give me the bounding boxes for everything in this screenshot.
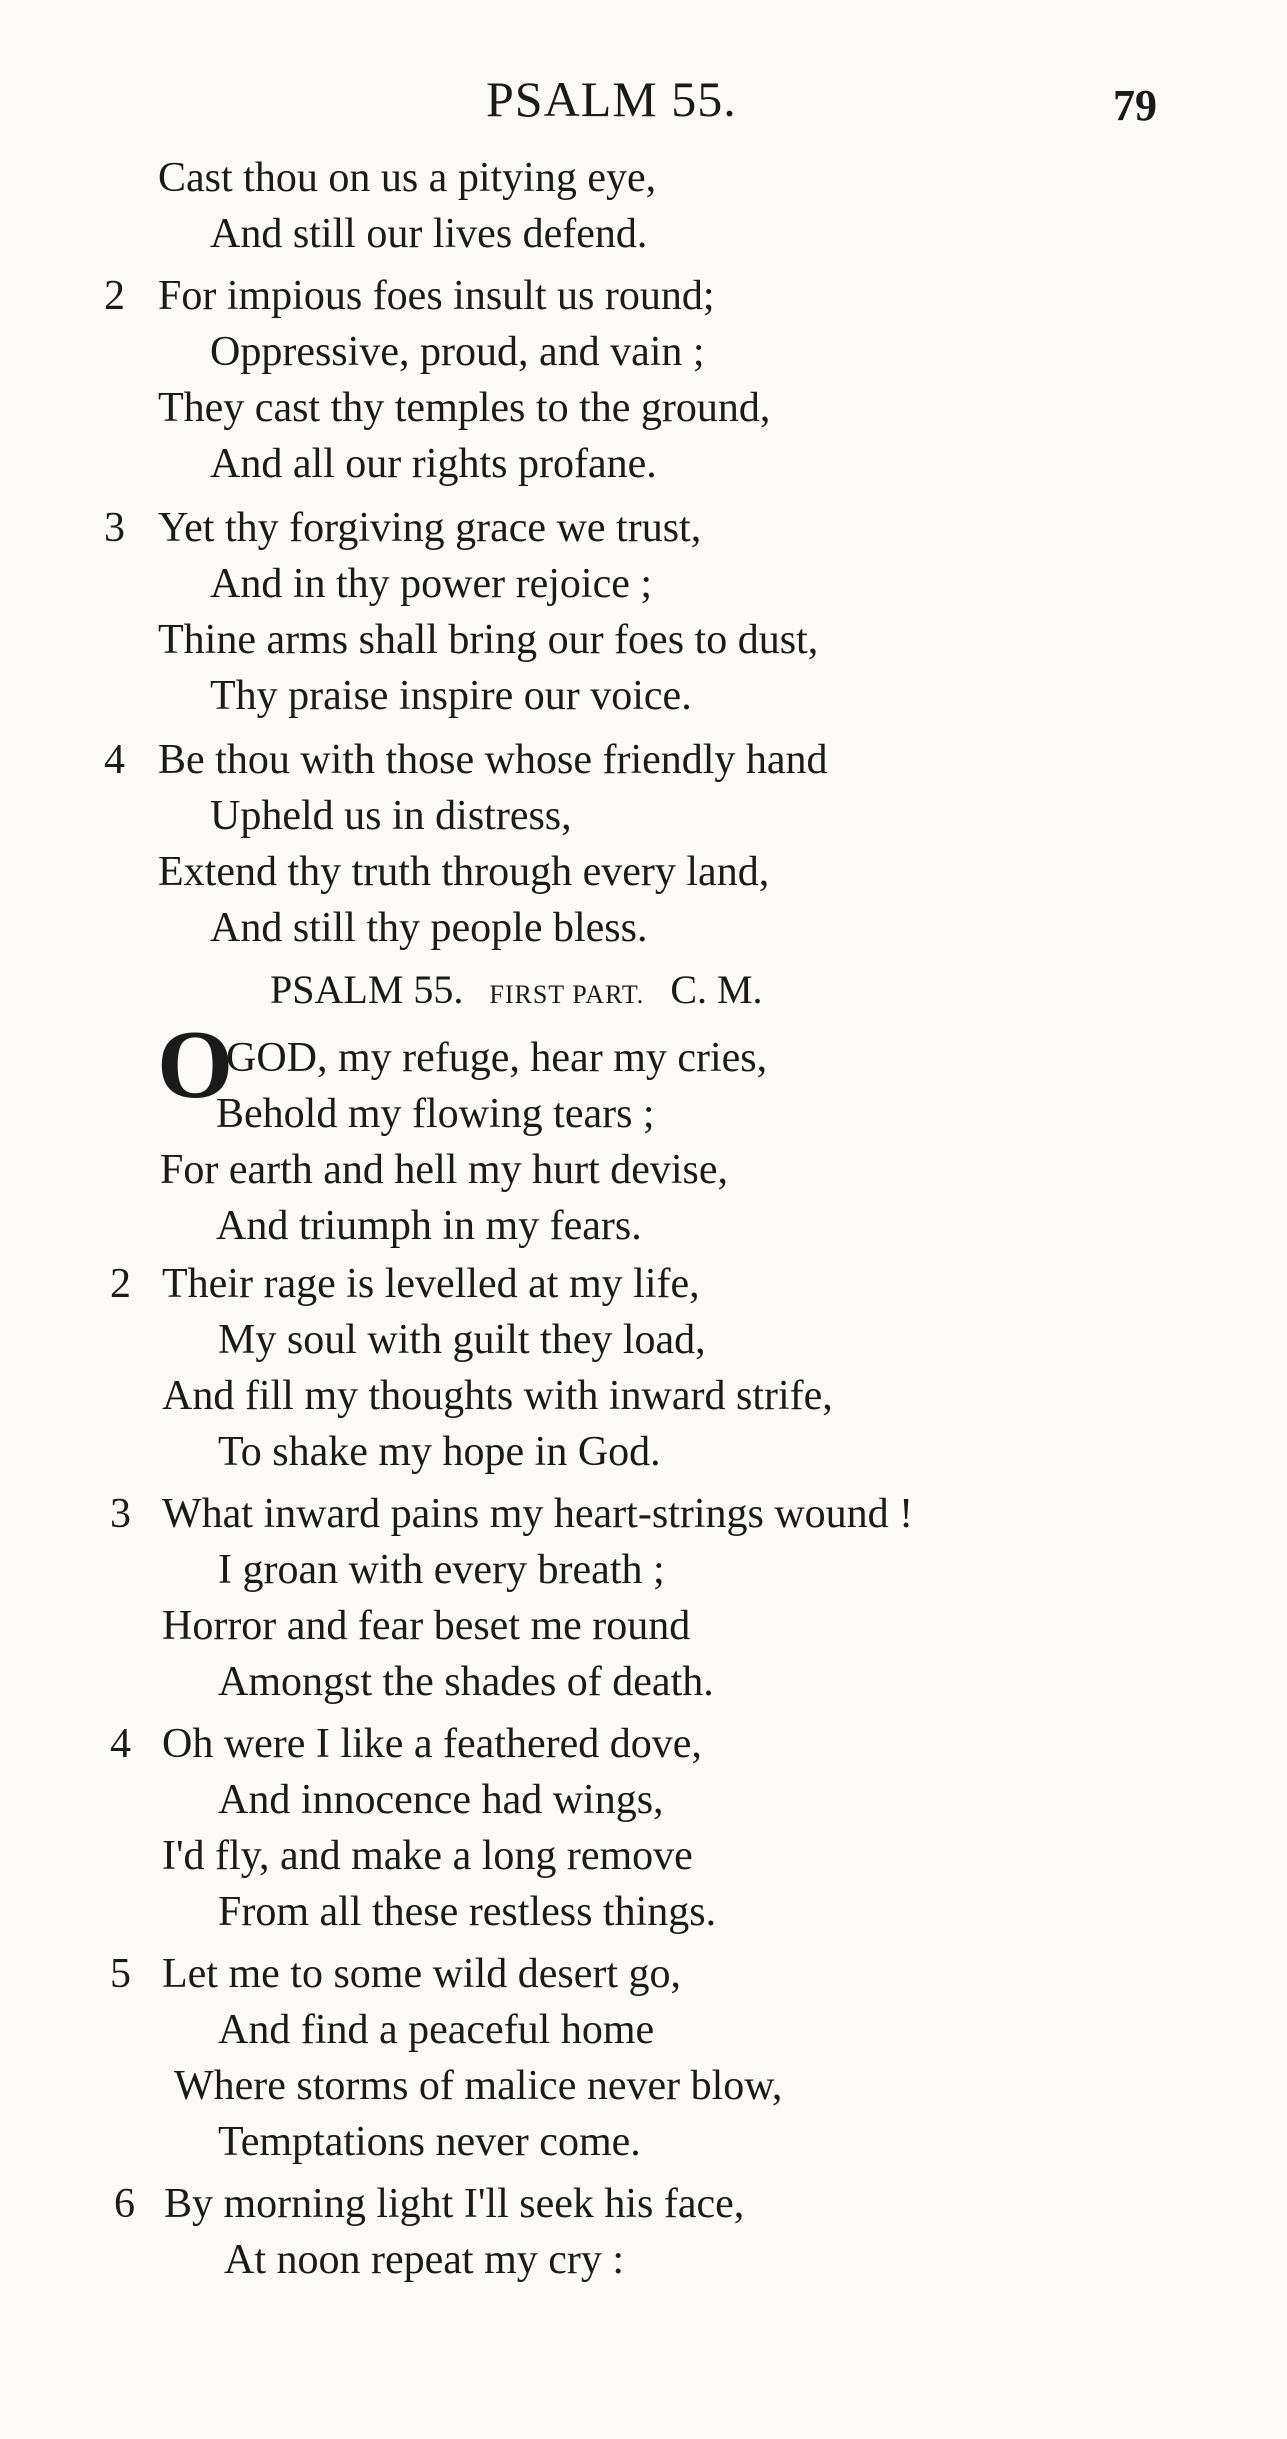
hymn-line: Yet thy forgiving grace we trust, <box>158 505 702 551</box>
hymn-line: From all these restless things. <box>218 1889 717 1935</box>
stanza-number: 2 <box>110 1261 131 1307</box>
running-title: PSALM 55. <box>486 71 737 127</box>
hymn-line: Oppressive, proud, and vain ; <box>210 329 705 375</box>
drop-cap: O <box>157 1011 234 1119</box>
hymn-line: Behold my flowing tears ; <box>216 1091 655 1137</box>
hymn-line: And all our rights profane. <box>210 441 657 487</box>
hymn-line: And in thy power rejoice ; <box>210 561 653 607</box>
hymn-line: For impious foes insult us round; <box>158 273 715 319</box>
hymn-line: At noon repeat my cry : <box>224 2237 625 2283</box>
stanza-number: 3 <box>104 505 125 551</box>
hymn-line: And still our lives defend. <box>210 211 648 257</box>
hymn-line: GOD, my refuge, hear my cries, <box>226 1035 768 1081</box>
hymn-line: Let me to some wild desert go, <box>162 1951 682 1997</box>
stanza-number: 3 <box>110 1491 131 1537</box>
hymn-line: Cast thou on us a pitying eye, <box>158 155 657 201</box>
hymn-line: By morning light I'll seek his face, <box>164 2181 745 2227</box>
hymn-line: They cast thy temples to the ground, <box>158 385 771 431</box>
stanza-number: 5 <box>110 1951 131 1997</box>
hymn-line: And still thy people bless. <box>210 905 648 951</box>
hymn-line: To shake my hope in God. <box>218 1429 661 1475</box>
stanza-number: 4 <box>110 1721 131 1767</box>
hymn-line: Oh were I like a feathered dove, <box>162 1721 702 1767</box>
hymn-line: And find a peaceful home <box>218 2007 655 2053</box>
hymn-line: I groan with every breath ; <box>218 1547 665 1593</box>
page-number: 79 <box>1113 81 1157 130</box>
stanza-number: 6 <box>114 2181 135 2227</box>
heading-psalm: PSALM 55. <box>270 967 464 1012</box>
hymn-line: For earth and hell my hurt devise, <box>160 1147 729 1193</box>
hymn-line: I'd fly, and make a long remove <box>162 1833 693 1879</box>
hymn-line: And innocence had wings, <box>218 1777 664 1823</box>
hymn-line: Thy praise inspire our voice. <box>210 673 692 719</box>
hymn-line: Be thou with those whose friendly hand <box>158 737 828 783</box>
stanza-number: 4 <box>104 737 125 783</box>
heading-meter: C. M. <box>670 967 763 1012</box>
hymn-line: What inward pains my heart-strings wound ! <box>162 1491 914 1537</box>
heading-part: FIRST PART. <box>489 980 645 1009</box>
hymn-line: Amongst the shades of death. <box>218 1659 714 1705</box>
hymn-line: And triumph in my fears. <box>216 1203 642 1249</box>
hymn-line: My soul with guilt they load, <box>218 1317 706 1363</box>
hymn-line: And fill my thoughts with inward strife, <box>162 1373 833 1419</box>
hymn-line: Thine arms shall bring our foes to dust, <box>158 617 819 663</box>
hymn-line: Their rage is levelled at my life, <box>162 1261 700 1307</box>
hymn-line: Horror and fear beset me round <box>162 1603 691 1649</box>
hymn-line: Extend thy truth through every land, <box>158 849 770 895</box>
hymn-line: Upheld us in distress, <box>210 793 572 839</box>
page-header <box>0 70 1287 140</box>
hymn-line: Where storms of malice never blow, <box>174 2063 783 2109</box>
section-heading <box>270 962 763 1023</box>
stanza-number: 2 <box>104 273 125 319</box>
hymn-line: Temptations never come. <box>218 2119 641 2165</box>
